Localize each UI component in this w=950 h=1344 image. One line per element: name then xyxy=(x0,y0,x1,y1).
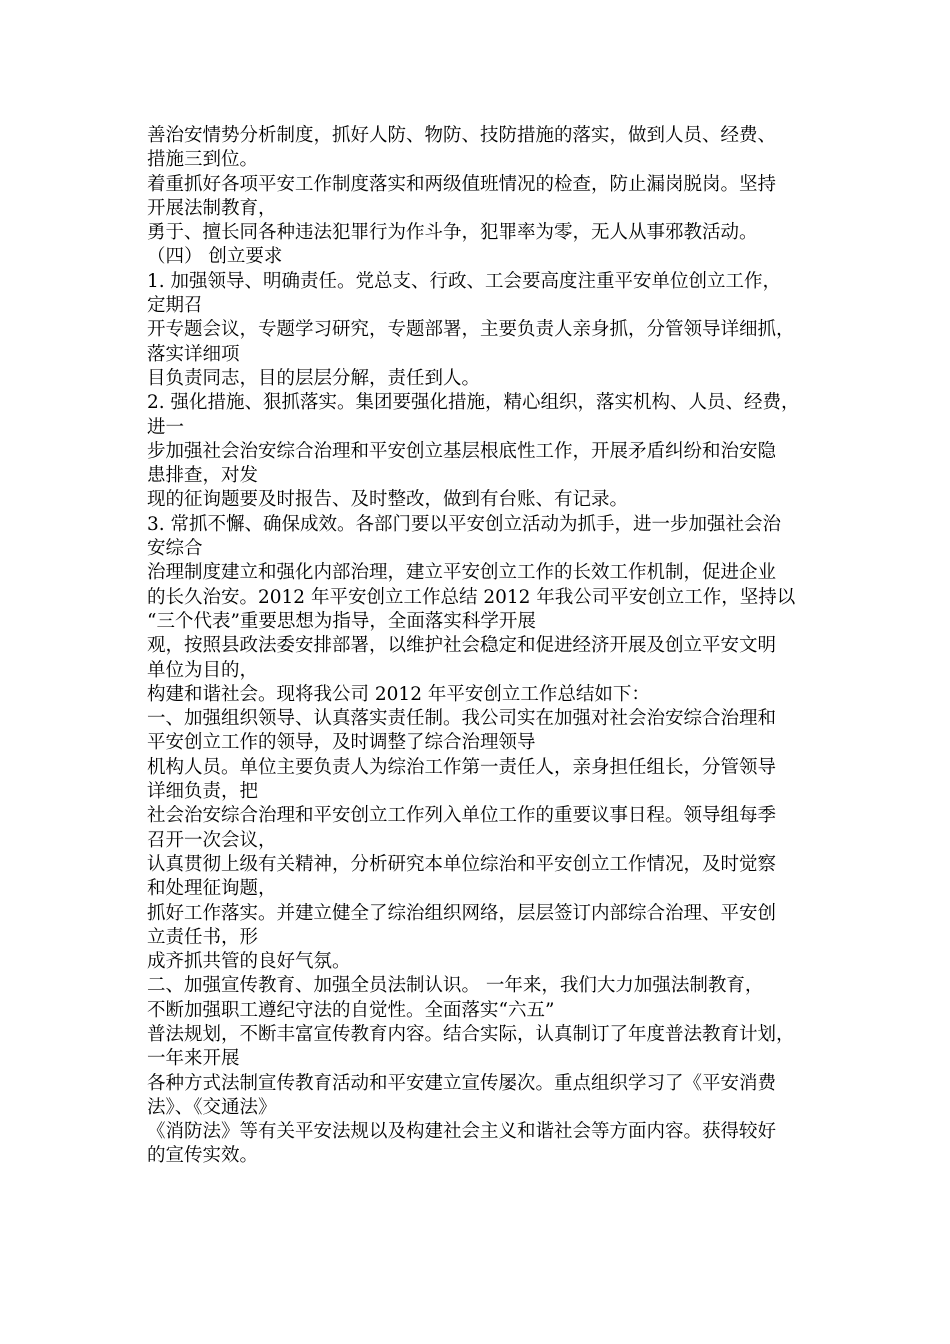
text-line: 立责任书，形 xyxy=(147,926,259,948)
text-line: 步加强社会治安综合治理和平安创立基层根底性工作，开展矛盾纠纷和治安隐 xyxy=(147,440,777,462)
text-line: 目负责同志，目的层层分解，责任到人。 xyxy=(147,367,481,389)
text-line: 社会治安综合治理和平安创立工作列入单位工作的重要议事日程。领导组每季 xyxy=(147,805,777,827)
text-line: 成齐抓共管的良好气氛。 xyxy=(147,951,351,973)
text-line: 普法规划，不断丰富宣传教育内容。结合实际，认真制订了年度普法教育计划， xyxy=(147,1023,795,1045)
text-line: “三个代表”重要思想为指导，全面落实科学开展 xyxy=(147,610,536,632)
text-line: 措施三到位。 xyxy=(147,149,259,171)
text-line: 落实详细项 xyxy=(147,343,240,365)
text-line: 召开一次会议， xyxy=(147,829,277,851)
text-line: 3. 常抓不懈、确保成效。各部门要以平安创立活动为抓手，进一步加强社会治 xyxy=(147,513,782,535)
text-line: 开专题会议，专题学习研究，专题部署，主要负责人亲身抓，分管领导详细抓， xyxy=(147,319,795,341)
text-line: 一年来开展 xyxy=(147,1048,240,1070)
text-line: 各种方式法制宣传教育活动和平安建立宣传屡次。重点组织学习了《平安消费 xyxy=(147,1072,777,1094)
text-line: 的宣传实效。 xyxy=(147,1145,259,1167)
text-line: 法》、《交通法》 xyxy=(147,1096,277,1118)
text-line: 构建和谐社会。现将我公司 2012 年平安创立工作总结如下： xyxy=(147,683,650,705)
text-line: 现的征询题要及时报告、及时整改，做到有台账、有记录。 xyxy=(147,489,629,511)
text-line: 详细负责，把 xyxy=(147,781,259,803)
text-line: 和处理征询题， xyxy=(147,878,277,900)
text-line: 患排查，对发 xyxy=(147,465,259,487)
text-line: 《消防法》等有关平安法规以及构建社会主义和谐社会等方面内容。获得较好 xyxy=(147,1121,777,1143)
text-line: 平安创立工作的领导，及时调整了综合治理领导 xyxy=(147,732,536,754)
text-line: 一、加强组织领导、认真落实责任制。我公司实在加强对社会治安综合治理和 xyxy=(147,708,777,730)
text-line: 定期召 xyxy=(147,295,203,317)
text-line: 2. 强化措施、狠抓落实。集团要强化措施，精心组织，落实机构、人员、经费， xyxy=(147,392,800,414)
text-line: 进一 xyxy=(147,416,185,438)
text-line: 二、加强宣传教育、加强全员法制认识。 一年来，我们大力加强法制教育， xyxy=(147,975,764,997)
text-line: 不断加强职工遵纪守法的自觉性。全面落实“六五” xyxy=(147,999,555,1021)
text-line: 治理制度建立和强化内部治理，建立平安创立工作的长效工作机制，促进企业 xyxy=(147,562,777,584)
text-line: 安综合 xyxy=(147,538,203,560)
document-body xyxy=(147,124,817,1169)
text-line: 机构人员。单位主要负责人为综治工作第一责任人，亲身担任组长，分管领导 xyxy=(147,756,777,778)
text-line: 着重抓好各项平安工作制度落实和两级值班情况的检查，防止漏岗脱岗。坚持 xyxy=(147,173,777,195)
text-line: 善治安情势分析制度，抓好人防、物防、技防措施的落实，做到人员、经费、 xyxy=(147,125,777,146)
text-line: 的长久治安。2012 年平安创立工作总结 2012 年我公司平安创立工作，坚持以 xyxy=(147,586,796,608)
text-line: 勇于、擅长同各种违法犯罪行为作斗争，犯罪率为零，无人从事邪教活动。 xyxy=(147,222,758,244)
text-line: 单位为目的， xyxy=(147,659,259,681)
text-line: 认真贯彻上级有关精神，分析研究本单位综治和平安创立工作情况，及时觉察 xyxy=(147,853,777,875)
text-line: 抓好工作落实。并建立健全了综治组织网络，层层签订内部综合治理、平安创 xyxy=(147,902,777,924)
text-line: 观，按照县政法委安排部署，以维护社会稳定和促进经济开展及创立平安文明 xyxy=(147,635,777,657)
text-line: 开展法制教育， xyxy=(147,197,277,219)
text-line: （四） 创立要求 xyxy=(147,246,283,268)
text-line: 1. 加强领导、明确责任。党总支、行政、工会要高度注重平安单位创立工作， xyxy=(147,270,782,292)
